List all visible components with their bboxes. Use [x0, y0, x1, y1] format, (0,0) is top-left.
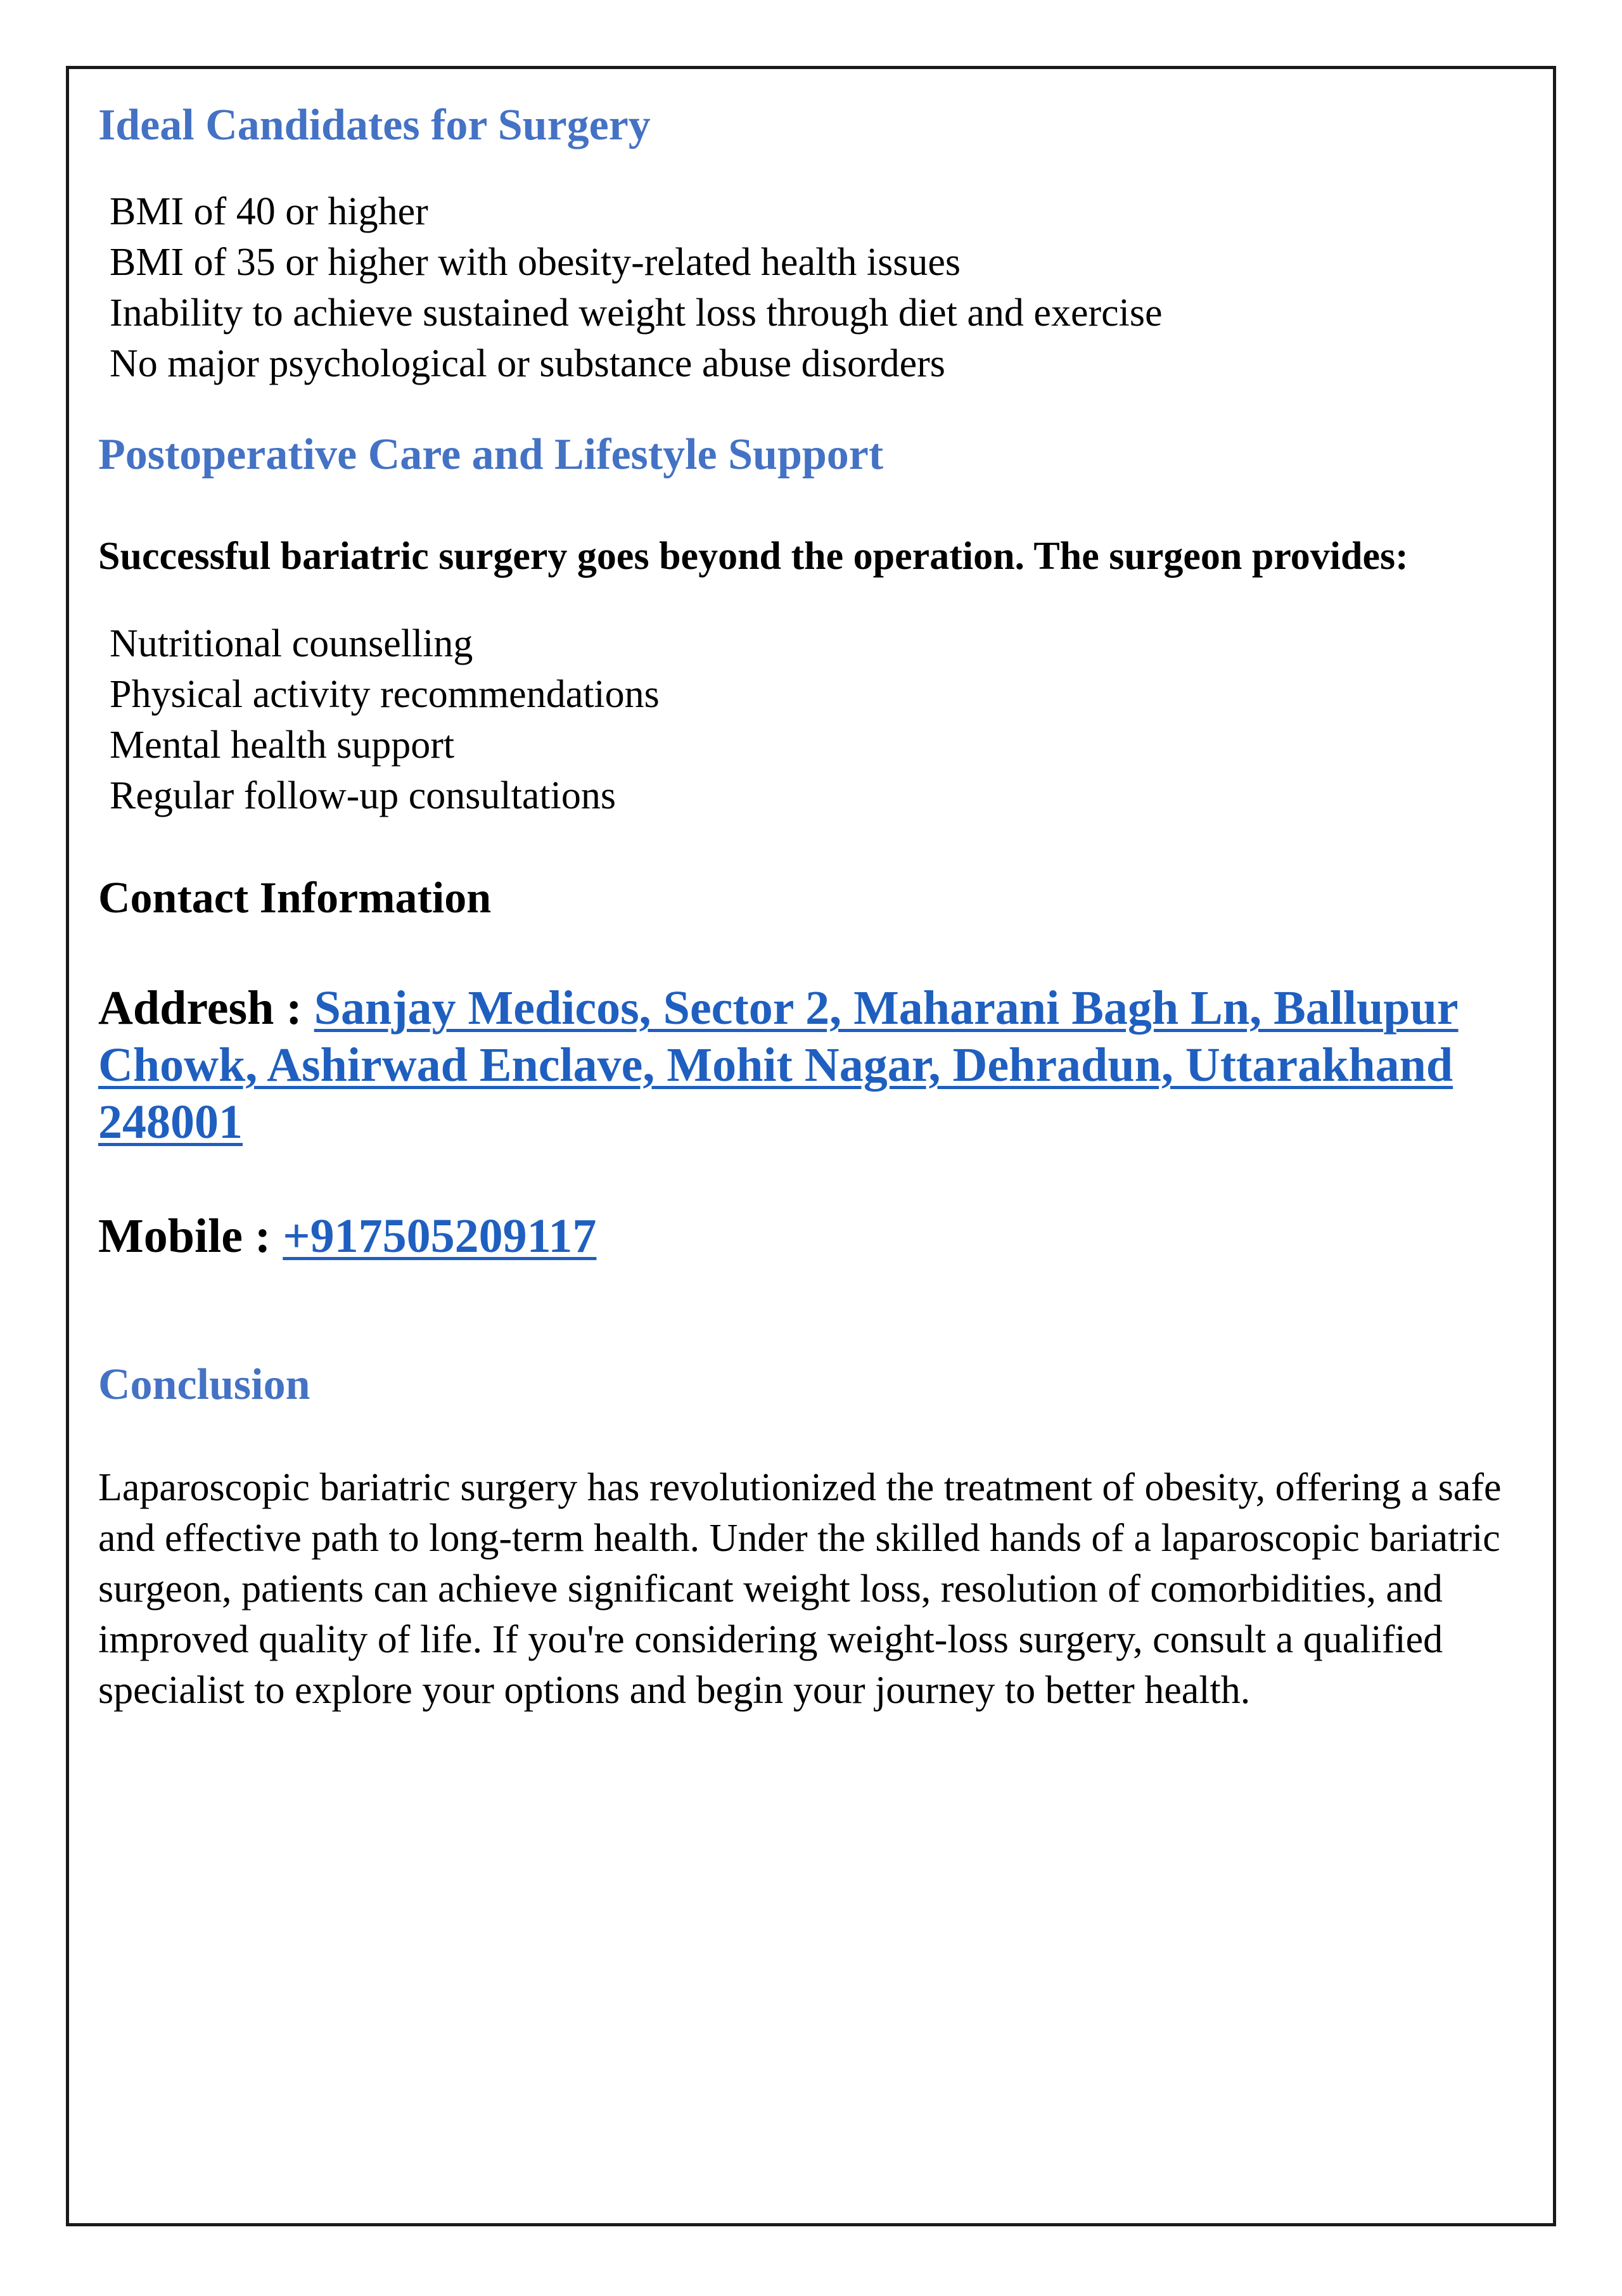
address-line	[98, 979, 1517, 1151]
document-content	[98, 95, 1517, 1716]
mobile-label: Mobile :	[98, 1209, 271, 1263]
list-item: Nutritional counselling	[110, 622, 473, 665]
list-item: BMI of 35 or higher with obesity-related health issues	[110, 241, 961, 284]
conclusion-body: Laparoscopic bariatric surgery has revolutionized the treatment of obesity, offering a safe and effective path to long-term health. Under the skilled hands of a laparoscopic bariatric surgeon, patients can achieve significant weight loss, resolution of comorbidities, and improved quality of life. If you're considering weight-loss surgery, consult a qualified specialist to explore your options and begin your journey to better health.	[98, 1466, 1502, 1712]
mobile-link[interactable]: +917505209117	[283, 1209, 597, 1263]
contact-heading: Contact Information	[98, 874, 492, 922]
mobile-line	[98, 1208, 1517, 1265]
list-item: No major psychological or substance abuse disorders	[110, 342, 945, 385]
address-label: Addresh :	[98, 981, 302, 1035]
list-item: Mental health support	[110, 724, 455, 767]
conclusion-heading: Conclusion	[98, 1360, 310, 1409]
postoperative-list	[98, 618, 1517, 821]
list-item: Physical activity recommendations	[110, 673, 660, 716]
candidates-heading: Ideal Candidates for Surgery	[98, 101, 651, 150]
list-item: Regular follow-up consultations	[110, 774, 616, 817]
candidates-list	[98, 186, 1517, 389]
postoperative-intro: Successful bariatric surgery goes beyond the operation. The surgeon provides:	[98, 535, 1408, 578]
list-item: Inability to achieve sustained weight loss through diet and exercise	[110, 291, 1163, 335]
list-item: BMI of 40 or higher	[110, 190, 428, 233]
postoperative-heading: Postoperative Care and Lifestyle Support	[98, 430, 884, 479]
address-link[interactable]: Sanjay Medicos, Sector 2, Maharani Bagh Ln, Ballupur Chowk, Ashirwad Enclave, Mohit Nagar, Dehradun, Uttarakhand 248001	[98, 981, 1459, 1149]
